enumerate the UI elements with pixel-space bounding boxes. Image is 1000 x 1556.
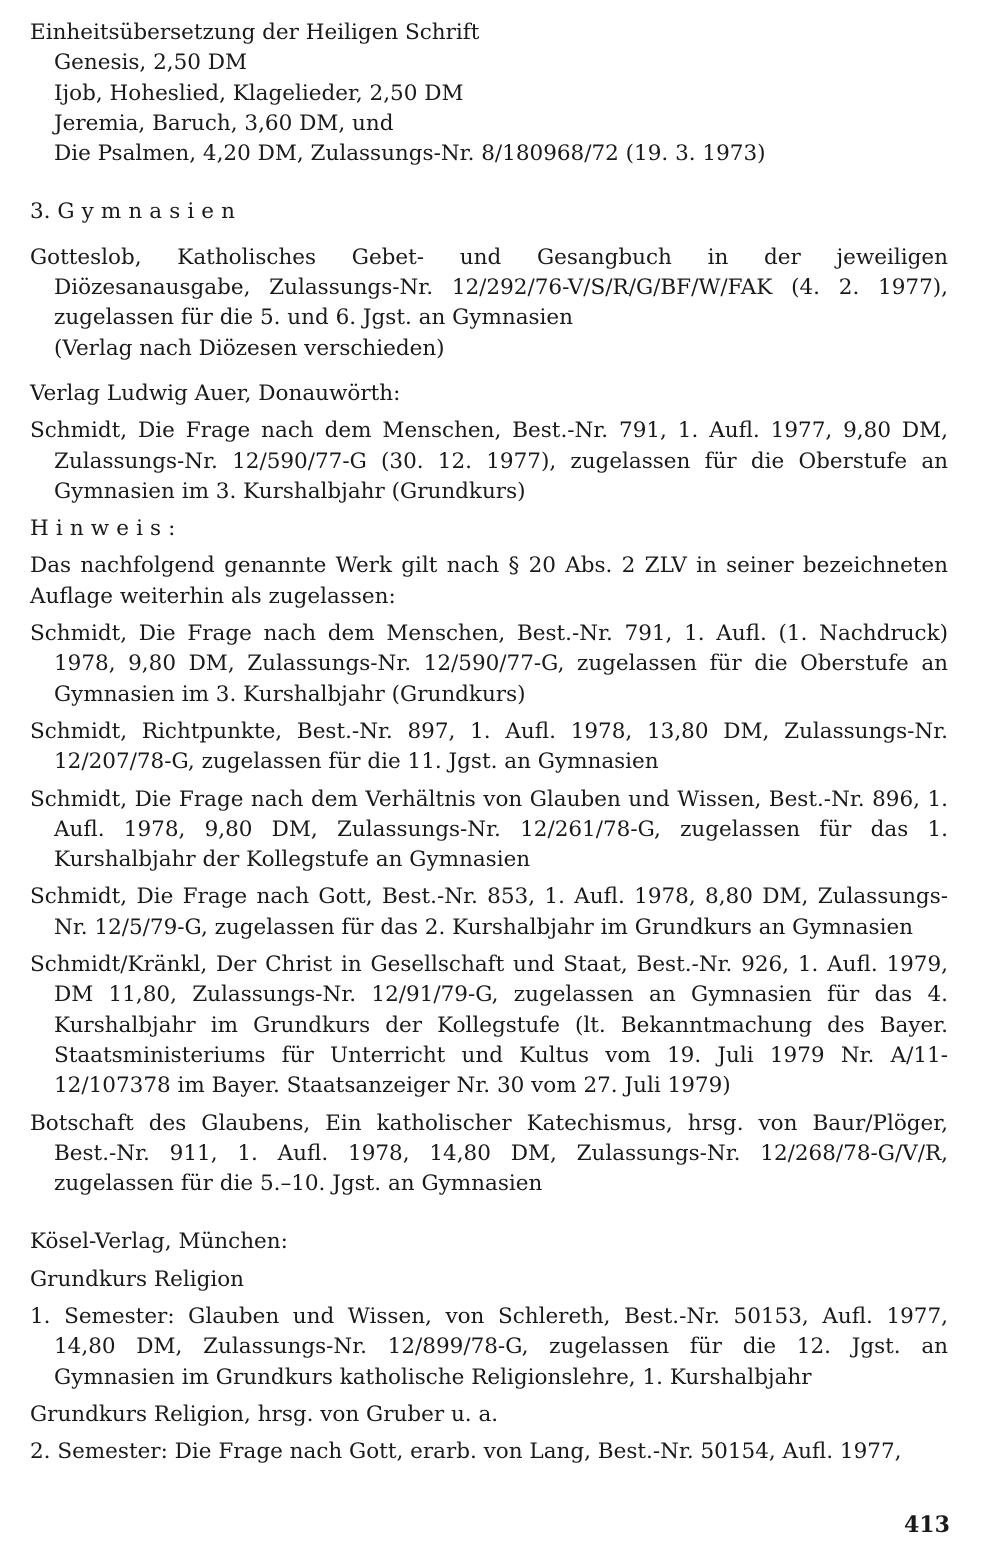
header-line: Die Psalmen, 4,20 DM, Zulassungs-Nr. 8/180968/72 (19. 3. 1973) — [54, 141, 766, 167]
section-number: 3. — [30, 199, 51, 225]
gotteslob-entry: Gotteslob, Katholisches Gebet- und Gesangbuch in der jeweiligen Diözesanausgabe, Zulassungs-Nr. 12/292/76-V/S/R/G/BF/W/FAK (4. 2. 1977), zugelassen für die 5. und 6. Jgst. an Gymnasien — [30, 244, 948, 331]
list-item: Schmidt, Die Frage nach dem Verhältnis von Glauben und Wissen, Best.-Nr. 896, 1. Aufl. 1978, 9,80 DM, Zulassungs-Nr. 12/261/78-G, zugelassen für das 1. Kurshalbjahr der Kollegstufe an Gymnasien — [30, 786, 948, 873]
list-item: Schmidt/Kränkl, Der Christ in Gesellschaft und Staat, Best.-Nr. 926, 1. Aufl. 1979, DM 11,80, Zulassungs-Nr. 12/91/79-G, zugelassen an Gymnasien für das 4. Kurshalbjahr im Grundkurs der Kollegstufe (lt. Bekanntmachung des Bayer. Staatsministeriums für Unterricht und Kultus vom 19. Juli 1979 Nr. A/11-12/107378 im Bayer. Staatsanzeiger Nr. 30 vom 27. Juli 1979) — [30, 952, 948, 1099]
auer-entry: Schmidt, Die Frage nach dem Menschen, Best.-Nr. 791, 1. Aufl. 1977, 9,80 DM, Zulassungs-Nr. 12/590/77-G (30. 12. 1977), zugelassen für die Oberstufe an Gymnasien im 3. Kurshalbjahr (Grundkurs) — [30, 418, 948, 504]
publisher-koesel: Kösel-Verlag, München: — [30, 1229, 288, 1255]
header-title: Einheitsübersetzung der Heiligen Schrift — [30, 20, 480, 45]
hinweis-label: Hinweis: — [30, 516, 183, 542]
grundkurs-heading: Grundkurs Religion — [30, 1266, 245, 1292]
gotteslob-note: (Verlag nach Diözesen verschieden) — [54, 335, 445, 361]
list-item: Schmidt, Die Frage nach dem Menschen, Best.-Nr. 791, 1. Aufl. (1. Nachdruck) 1978, 9,80 DM, Zulassungs-Nr. 12/590/77-G, zugelassen für die Oberstufe an Gymnasien im 3. Kurshalbjahr (Grundkurs) — [30, 621, 948, 707]
header-line: Ijob, Hoheslied, Klagelieder, 2,50 DM — [54, 80, 464, 106]
semester-entry: 2. Semester: Die Frage nach Gott, erarb. von Lang, Best.-Nr. 50154, Aufl. 1977, — [30, 1439, 902, 1465]
header-line: Jeremia, Baruch, 3,60 DM, und — [54, 110, 394, 136]
section-heading — [30, 197, 948, 227]
semester-entry: 1. Semester: Glauben und Wissen, von Schlereth, Best.-Nr. 50153, Aufl. 1977, 14,80 DM, Zulassungs-Nr. 12/899/78-G, zugelassen für die 12. Jgst. an Gymnasien im Grundkurs katholische Religionslehre, 1. Kurshalbjahr — [30, 1303, 948, 1390]
document-page — [30, 18, 948, 1467]
page-number: 413 — [904, 1512, 950, 1538]
list-item: Botschaft des Glaubens, Ein katholischer Katechismus, hrsg. von Baur/Plöger, Best.-Nr. 911, 1. Aufl. 1978, 14,80 DM, Zulassungs-Nr. 12/268/78-G/V/R, zugelassen für die 5.–10. Jgst. an Gymnasien — [30, 1110, 948, 1197]
hinweis-text: Das nachfolgend genannte Werk gilt nach § 20 Abs. 2 ZLV in seiner bezeichneten Auflage weiterhin als zugelassen: — [30, 553, 948, 609]
header-list — [30, 48, 948, 169]
section-title: Gymnasien — [57, 199, 243, 225]
grundkurs-heading-2: Grundkurs Religion, hrsg. von Gruber u. a. — [30, 1401, 499, 1427]
list-item: Schmidt, Richtpunkte, Best.-Nr. 897, 1. Aufl. 1978, 13,80 DM, Zulassungs-Nr. 12/207/78-G, zugelassen für die 11. Jgst. an Gymnasien — [30, 718, 948, 775]
list-item: Schmidt, Die Frage nach Gott, Best.-Nr. 853, 1. Aufl. 1978, 8,80 DM, Zulassungs-Nr. 12/5/79-G, zugelassen für das 2. Kurshalbjahr im Grundkurs an Gymnasien — [30, 884, 948, 940]
publisher-auer: Verlag Ludwig Auer, Donauwörth: — [30, 380, 401, 406]
header-line: Genesis, 2,50 DM — [54, 50, 248, 76]
